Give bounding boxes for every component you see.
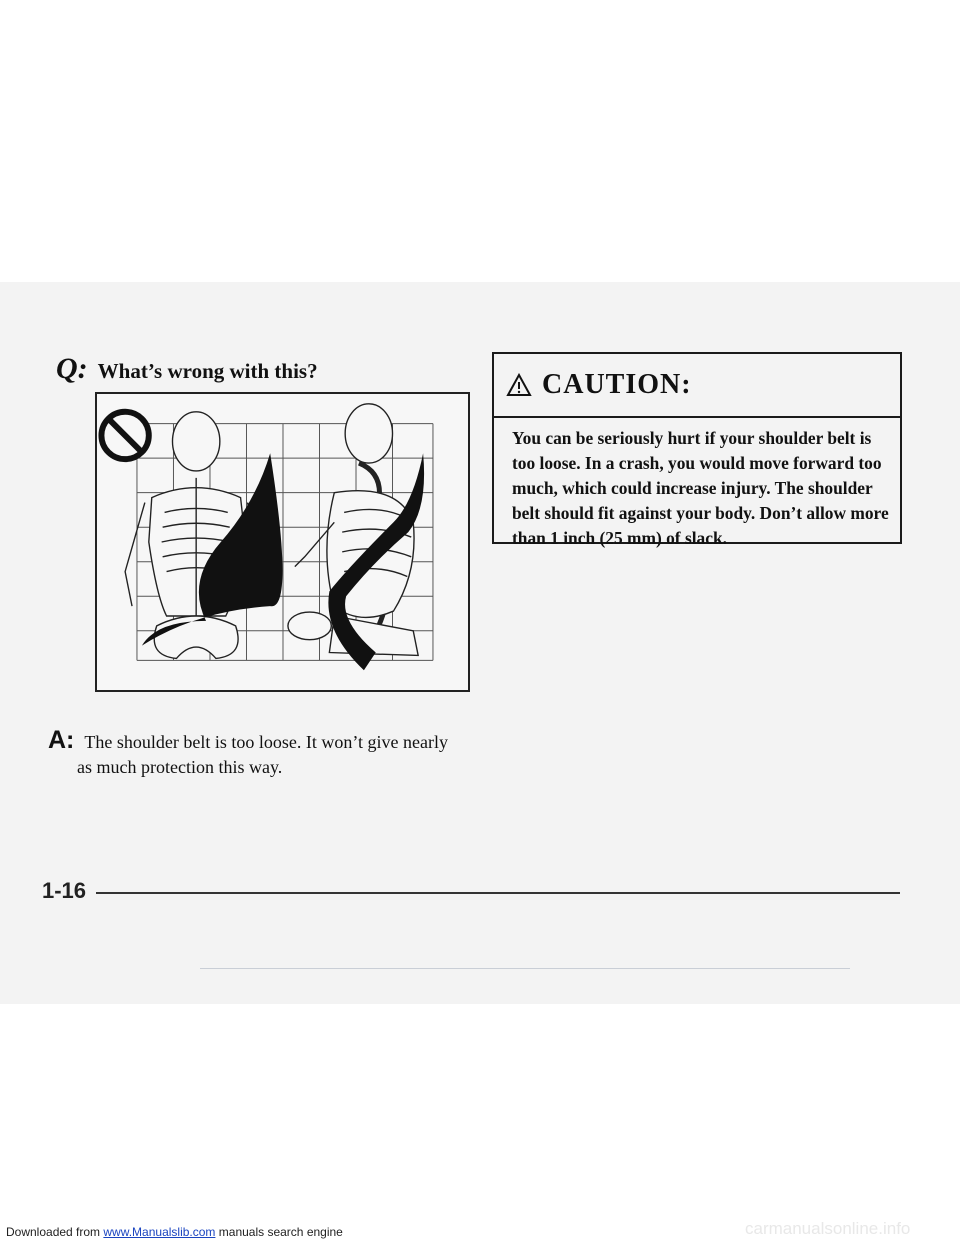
- warning-triangle-icon: [506, 373, 532, 397]
- download-notice: [6, 1225, 343, 1239]
- caution-title: CAUTION:: [542, 369, 692, 400]
- answer-line-1: The shoulder belt is too loose. It won’t give nearly: [84, 732, 448, 752]
- page-footer: [42, 876, 900, 906]
- seat-belt-illustration: [95, 392, 470, 692]
- manualslib-link[interactable]: www.Manualslib.com: [103, 1225, 216, 1239]
- caution-text: You can be seriously hurt if your shoulder belt is too loose. In a crash, you would move forward too much, which could increase injury. The shoulder belt should fit against your body. Don’t allow more than 1 inch (25 mm) of slack.: [512, 428, 889, 548]
- question-marker: Q:: [56, 352, 88, 385]
- download-suffix: manuals search engine: [215, 1225, 343, 1239]
- caution-header: [494, 354, 900, 418]
- prohibition-icon: [101, 412, 148, 459]
- caution-box: [492, 352, 902, 548]
- scan-edge-line: [200, 968, 850, 969]
- page-number: 1-16: [42, 878, 87, 903]
- question-heading: [56, 352, 318, 386]
- illustration-svg: [97, 394, 468, 690]
- watermark: carmanualsonline.info: [745, 1219, 911, 1238]
- answer-marker: A:: [48, 726, 75, 754]
- download-prefix: Downloaded from: [6, 1225, 104, 1239]
- question-text: What’s wrong with this?: [97, 359, 318, 383]
- answer-paragraph: [48, 728, 478, 780]
- answer-line-2: as much protection this way.: [77, 757, 283, 777]
- footer-rule: [96, 892, 900, 894]
